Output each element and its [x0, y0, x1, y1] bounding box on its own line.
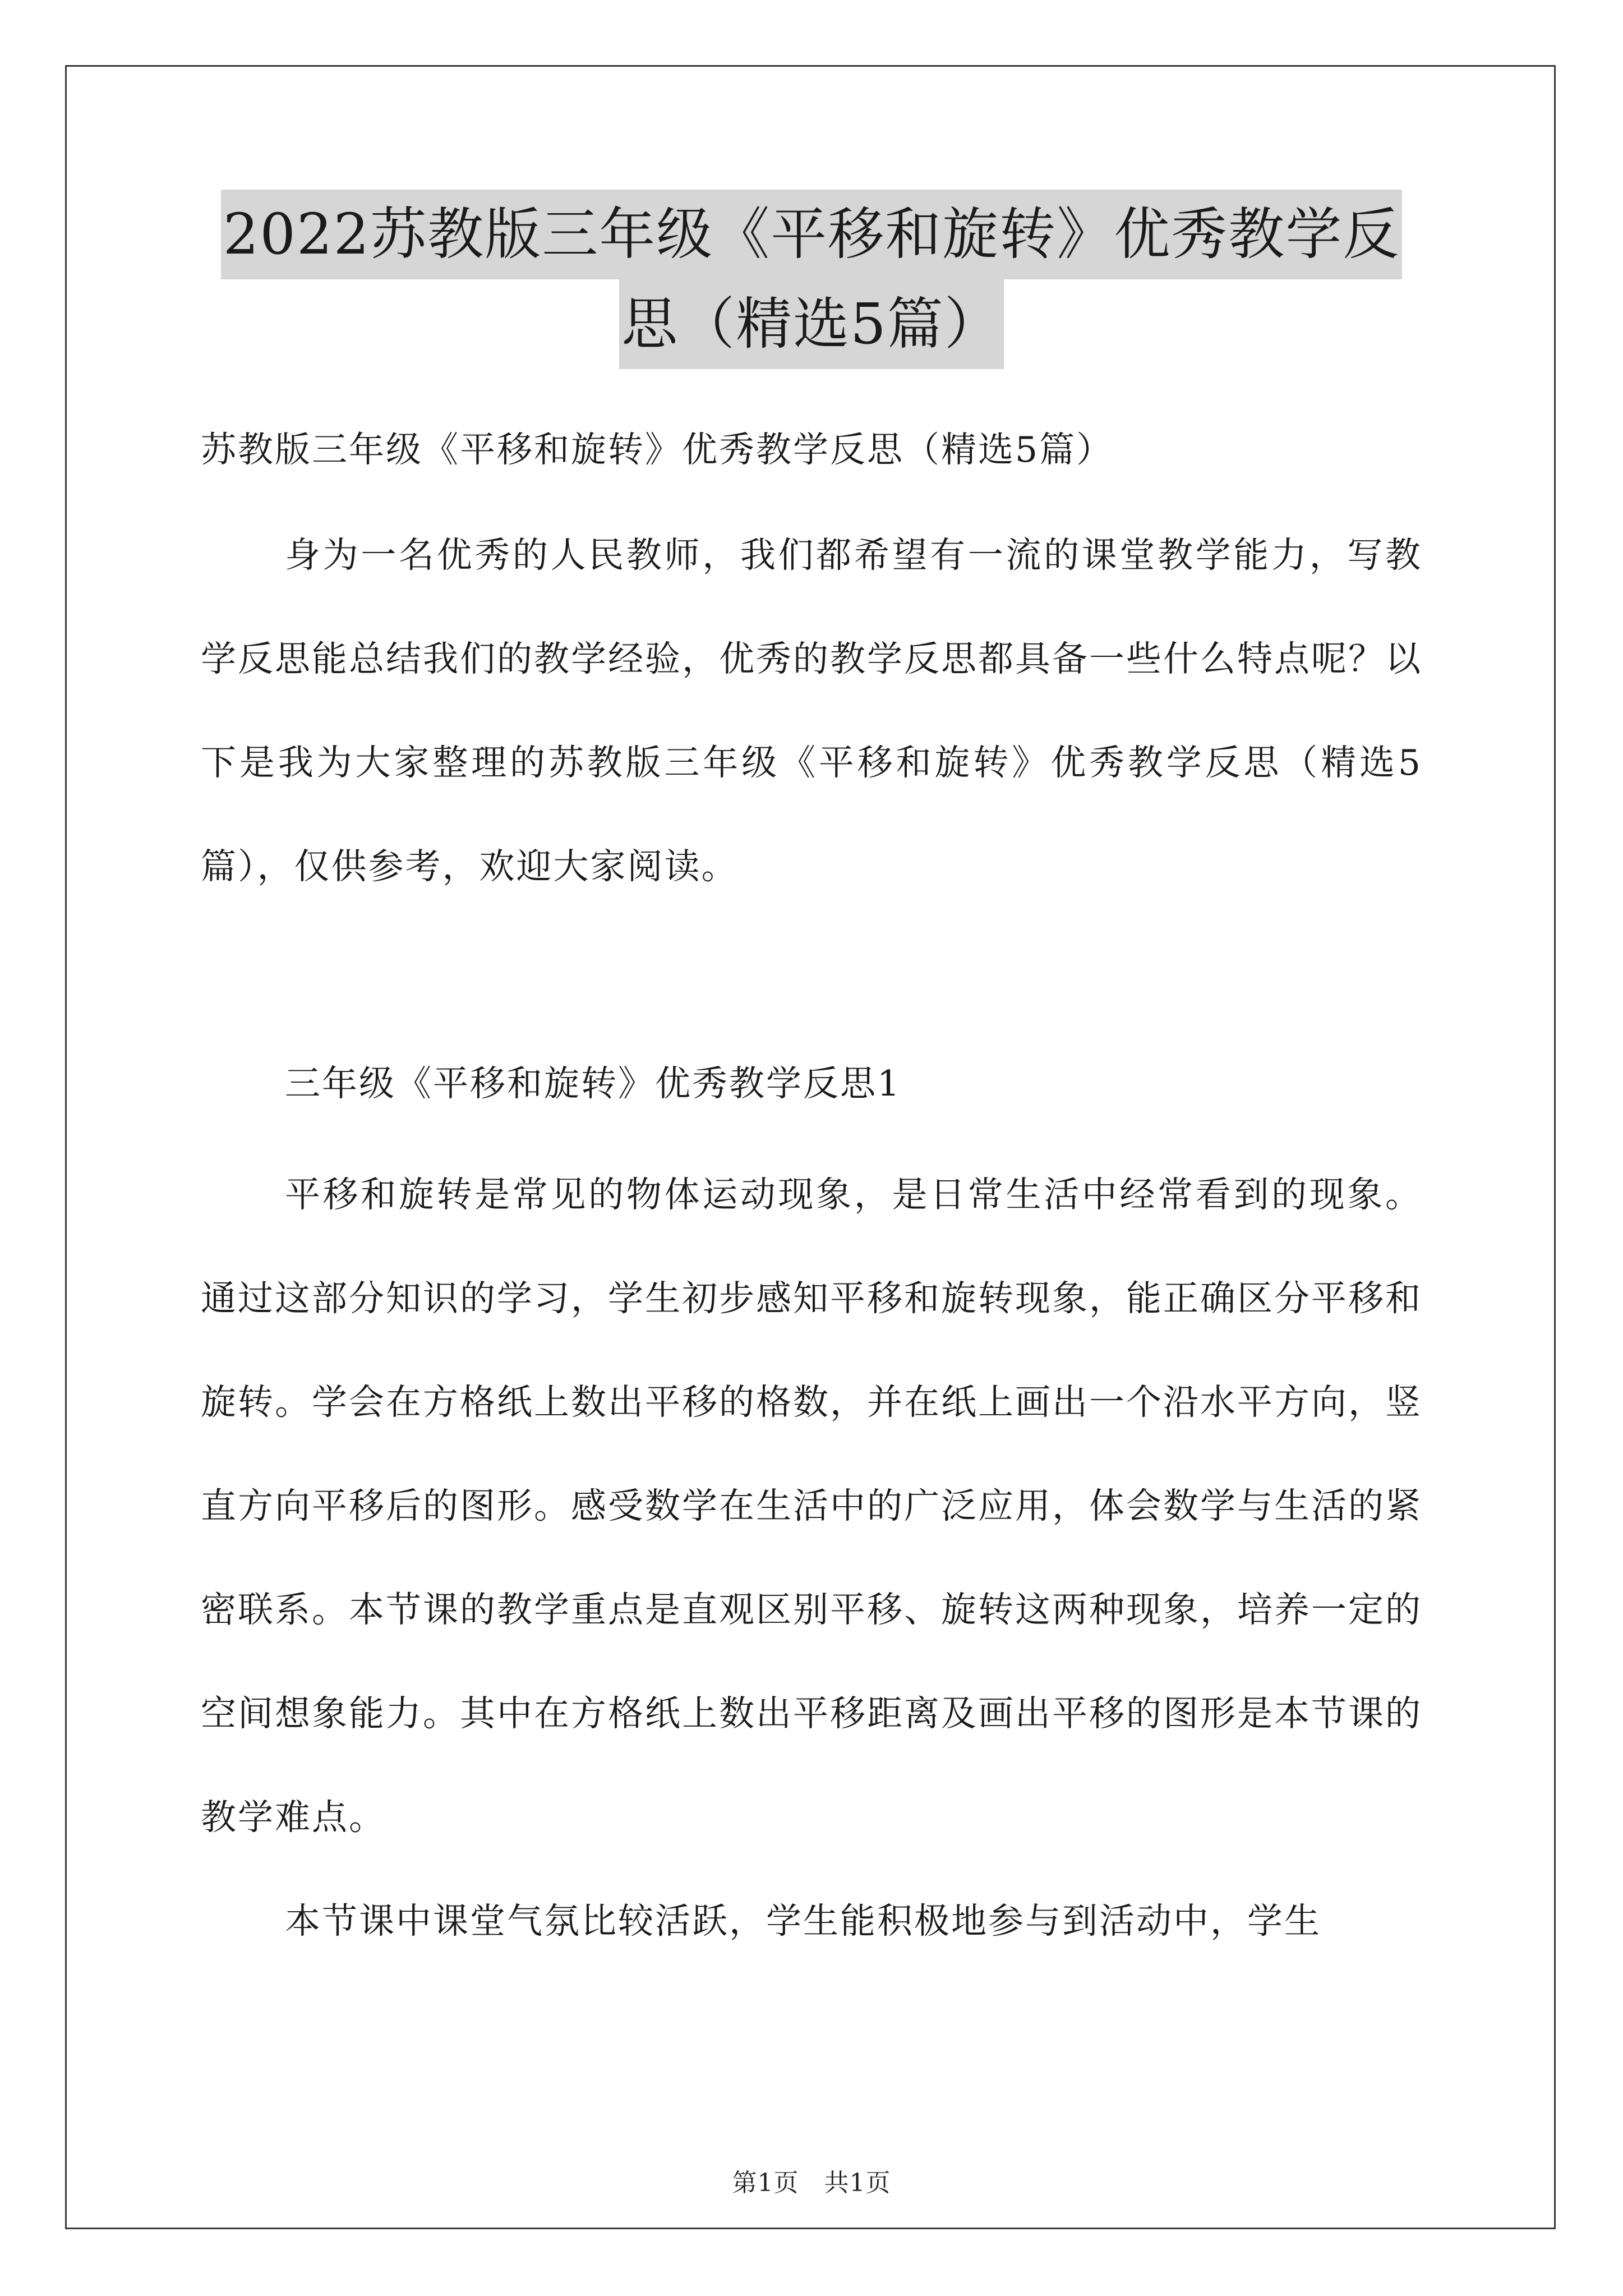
section1-paragraph-1: 平移和旋转是常见的物体运动现象，是日常生活中经常看到的现象。通过这部分知识的学习，学生初步感知平移和旋转现象，能正确区分平移和旋转。学会在方格纸上数出平移的格数，并在纸上画出一个沿水平方向，竖直方向平移后的图形。感受数学在生活中的广泛应用，体会数学与生活的紧密联系。本节课的教学重点是直观区别平移、旋转这两种现象，培养一定的空间想象能力。其中在方格纸上数出平移距离及画出平移的图形是本节课的教学难点。 [201, 1174, 1422, 1838]
title-line-2: 思（精选5篇） [619, 279, 1004, 369]
intro-paragraph: 身为一名优秀的人民教师，我们都希望有一流的课堂教学能力，写教学反思能总结我们的教学经验，优秀的教学反思都具备一些什么特点呢？以下是我为大家整理的苏教版三年级《平移和旋转》优秀教学反思（精选5篇），仅供参考，欢迎大家阅读。 [201, 535, 1422, 887]
section-heading-1: 三年级《平移和旋转》优秀教学反思1 [285, 1063, 902, 1104]
section1-paragraph-2: 本节课中课堂气氛比较活跃，学生能积极地参与到活动中，学生 [285, 1901, 1321, 1941]
title-line-1: 2022苏教版三年级《平移和旋转》优秀教学反 [221, 190, 1403, 279]
document-subtitle: 苏教版三年级《平移和旋转》优秀教学反思（精选5篇） [201, 429, 1114, 470]
page-footer: 第1页 共1页 [732, 2169, 891, 2197]
document-body [201, 190, 1422, 1973]
document-title [201, 190, 1422, 369]
